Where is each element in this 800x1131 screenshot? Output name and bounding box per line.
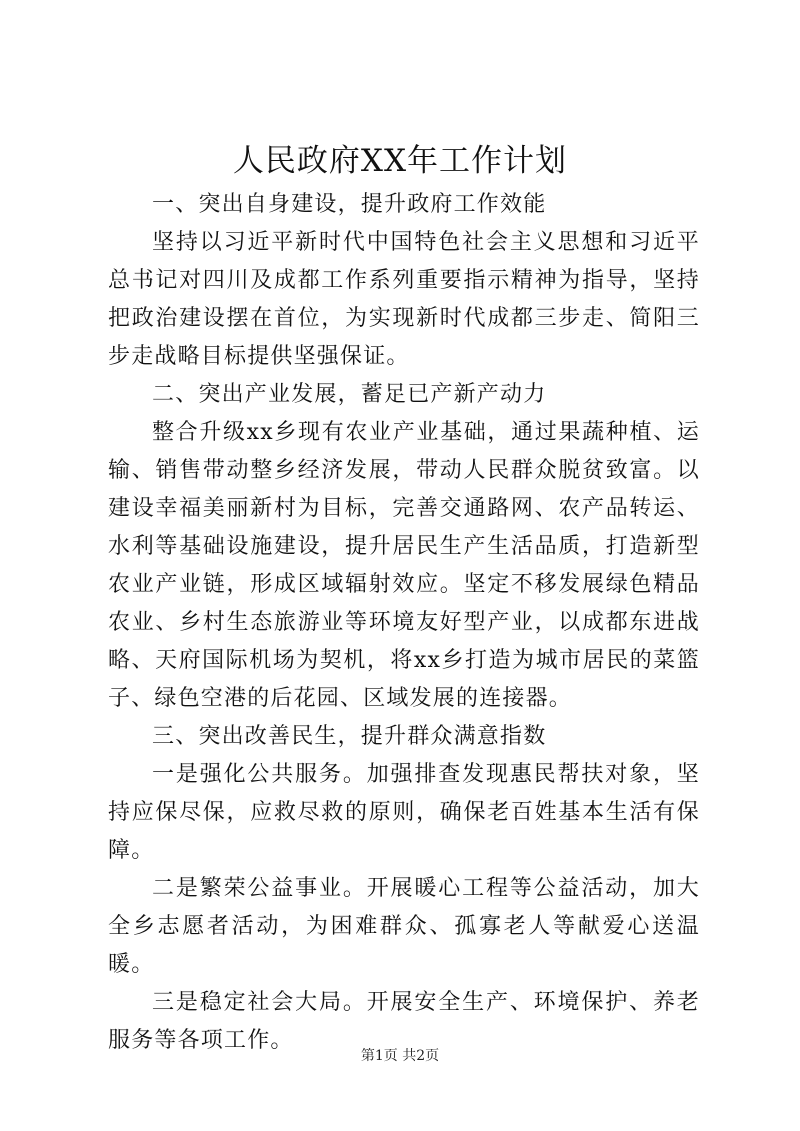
section-heading-1: 一、突出自身建设，提升政府工作效能 (152, 192, 547, 217)
section-heading-3: 三、突出改善民生，提升群众满意指数 (152, 724, 547, 749)
section-3-paragraph-1: 一是强化公共服务。加强排查发现惠民帮扶对象，坚持应保尽保，应救尽救的原则，确保老百姓基本生活有保障。 (108, 762, 700, 863)
section-2-paragraph-1: 整合升级xx乡现有农业产业基础，通过果蔬种植、运输、销售带动整乡经济发展，带动人民群众脱贫致富。以建设幸福美丽新村为目标，完善交通路网、农产品转运、水利等基础设施建设，提升居民生产生活品质，打造新型农业产业链，形成区域辐射效应。坚定不移发展绿色精品农业、乡村生态旅游业等环境友好型产业，以成都东进战略、天府国际机场为契机，将xx乡打造为城市居民的菜篮子、绿色空港的后花园、区域发展的连接器。 (108, 420, 700, 711)
section-1-paragraph-1: 坚持以习近平新时代中国特色社会主义思想和习近平总书记对四川及成都工作系列重要指示精神为指导，坚持把政治建设摆在首位，为实现新时代成都三步走、简阳三步走战略目标提供坚强保证。 (108, 230, 700, 369)
section-3-paragraph-3: 三是稳定社会大局。开展安全生产、环境保护、养老服务等各项工作。 (108, 990, 700, 1053)
section-3-paragraph-2: 二是繁荣公益事业。开展暖心工程等公益活动，加大全乡志愿者活动，为困难群众、孤寡老人等献爱心送温暖。 (108, 876, 700, 977)
document-body (108, 186, 700, 1060)
page-number-footer: 第1页 共2页 (360, 1048, 440, 1064)
document-title: 人民政府XX年工作计划 (232, 143, 568, 179)
section-heading-2: 二、突出产业发展，蓄足已产新产动力 (152, 382, 547, 407)
